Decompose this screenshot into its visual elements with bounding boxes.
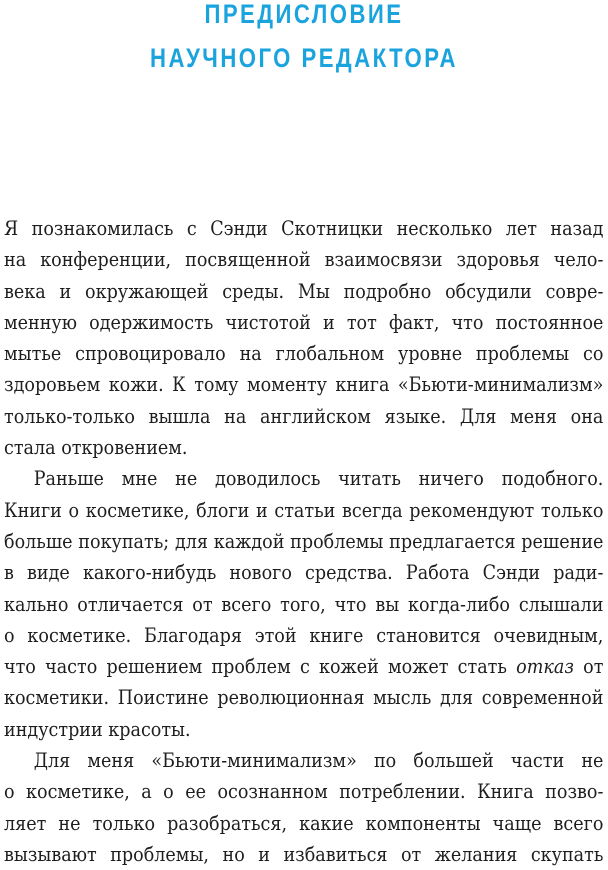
text-line: о косметике, а о ее осознанном потреблении. Книга позво- xyxy=(4,780,604,804)
text-line: ляет не только разобраться, какие компоненты чаще всего xyxy=(4,811,604,835)
chapter-title-line-1: ПРЕДИСЛОВИЕ xyxy=(204,0,404,29)
text-line: косметики. Поистине революционная мысль для современной xyxy=(4,686,604,710)
chapter-title-line-2: НАУЧНОГО РЕДАКТОРА xyxy=(150,43,458,73)
text-line: только-только вышла на английском языке. Для меня она xyxy=(4,404,604,428)
text-line: Я познакомилась с Сэнди Скотницки несколько лет назад xyxy=(4,217,604,240)
text-line: менную одержимость чистотой и тот факт, что постоянное xyxy=(4,310,604,334)
emphasized-word: отказ xyxy=(516,655,574,679)
text-line: индустрии красоты. xyxy=(4,717,191,741)
text-line: века и окружающей среды. Мы подробно обсудили совре- xyxy=(4,279,604,303)
text-line: кально отличается от всего того, что вы когда-либо слышали xyxy=(4,592,604,616)
text-line: вызывают проблемы, но и избавиться от желания скупать xyxy=(4,842,604,866)
text-line: в виде какого-нибудь нового средства. Работа Сэнди ради- xyxy=(4,561,604,585)
text-line: Раньше мне не доводилось читать ничего подобного. xyxy=(33,467,604,491)
text-segment: что часто решением проблем с кожей может стать xyxy=(4,655,507,679)
text-line: о косметике. Благодаря этой книге становится очевидным, xyxy=(4,623,604,647)
body-text xyxy=(4,213,604,870)
text-line-with-emphasis xyxy=(4,651,603,682)
text-line: стала откровением. xyxy=(4,436,188,460)
text-line: Книги о косметике, блоги и статьи всегда рекомендуют только xyxy=(4,498,604,522)
text-line: мытье спровоцировало на глобальном уровне проблемы со xyxy=(4,342,604,366)
text-line: на конференции, посвященной взаимосвязи здоровья чело- xyxy=(4,248,604,272)
text-segment: от xyxy=(583,655,604,679)
text-line: Для меня «Бьюти-минимализм» по большей части не xyxy=(33,749,604,773)
text-line: здоровьем кожи. К тому моменту книга «Бьюти-минимализм» xyxy=(4,373,604,397)
text-line: больше покупать; для каждой проблемы предлагается решение xyxy=(4,529,604,553)
